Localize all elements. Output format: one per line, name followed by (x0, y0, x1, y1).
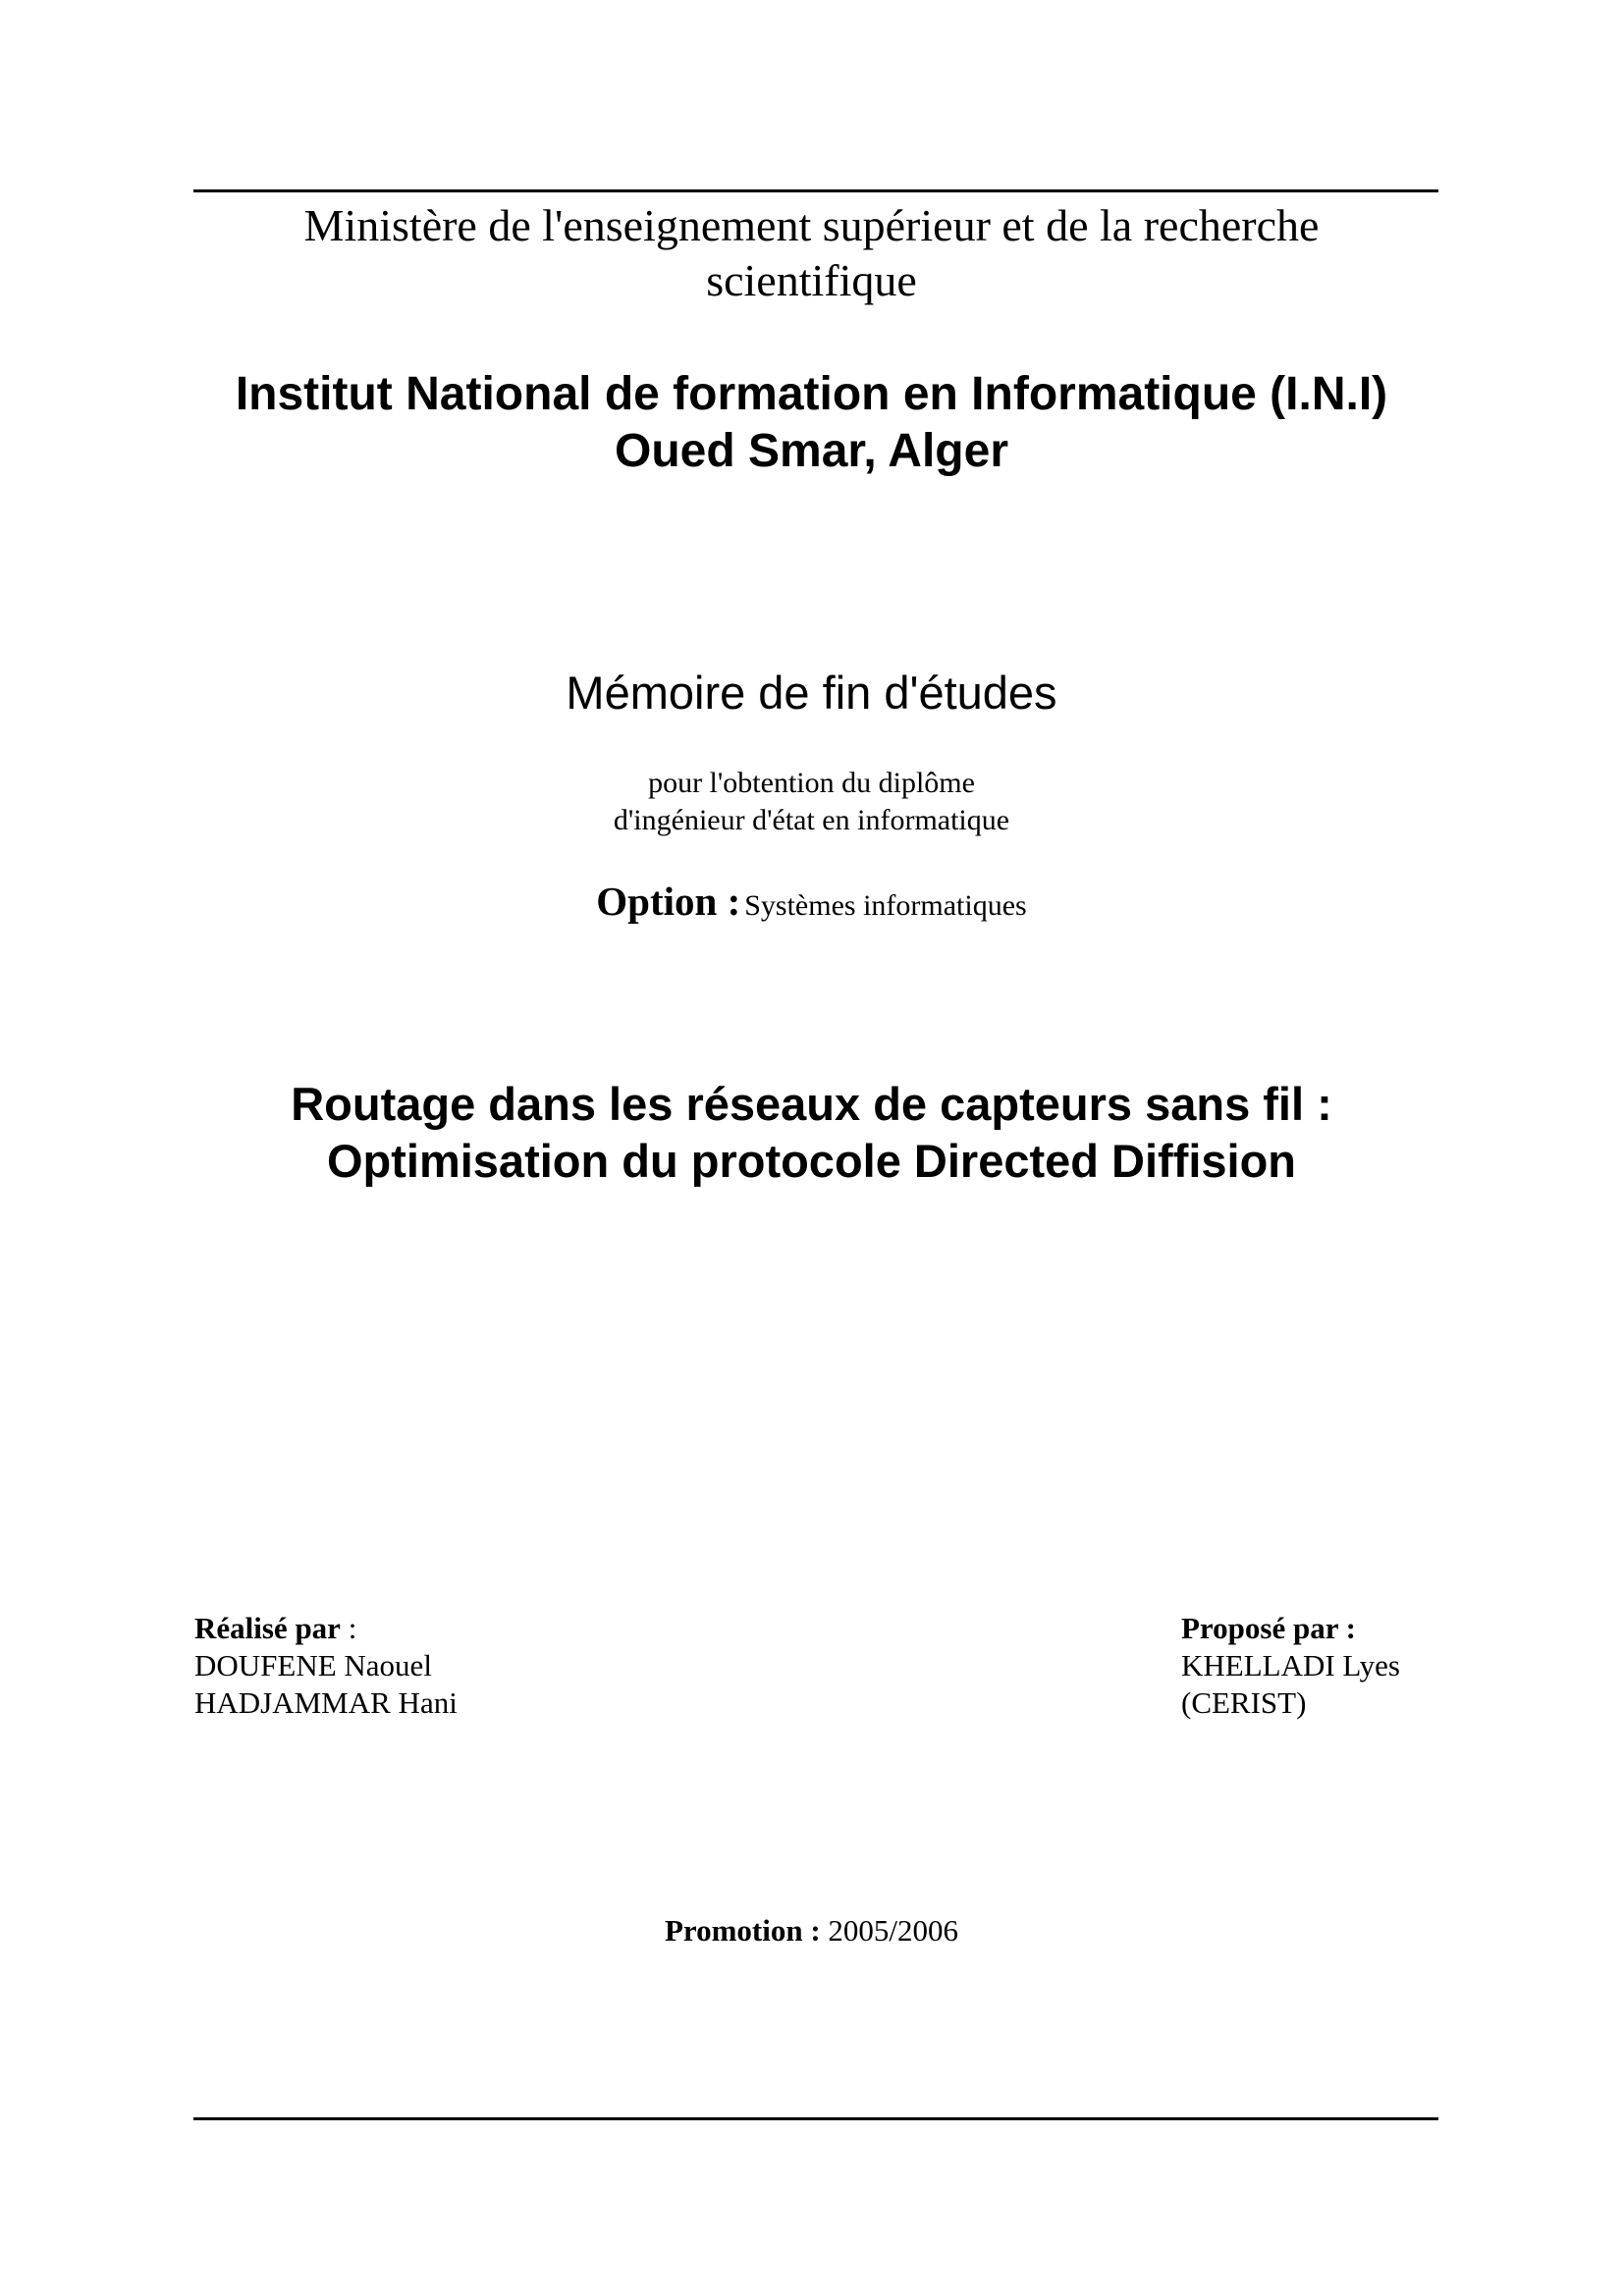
diploma-line-2: d'ingénieur d'état en informatique (613, 804, 1010, 836)
promotion-label: Promotion : (664, 1913, 821, 1948)
option-label: Option : (596, 879, 741, 924)
top-rule (193, 189, 1438, 192)
author-name: HADJAMMAR Hani (194, 1685, 458, 1720)
supervisor-organization: (CERIST) (1181, 1685, 1307, 1720)
bottom-rule (193, 2117, 1438, 2120)
option-value: Systèmes informatiques (744, 889, 1027, 922)
ministry-line-2: scientifique (706, 255, 917, 305)
option-line (147, 876, 1476, 936)
promotion-value: 2005/2006 (828, 1913, 959, 1948)
authors-label-colon: : (340, 1611, 357, 1645)
institute-line-2: Oued Smar, Alger (614, 425, 1008, 477)
authors-label: Réalisé par (194, 1611, 341, 1645)
thesis-title-line-1: Routage dans les réseaux de capteurs sans fil : (291, 1078, 1332, 1130)
diploma-line-1: pour l'obtention du diplôme (648, 767, 975, 799)
thesis-title-line-2: Optimisation du protocole Directed Diffision (326, 1135, 1297, 1187)
supervisor-block (1181, 1610, 1400, 1722)
ministry-heading (147, 198, 1476, 308)
supervisor-label: Proposé par : (1181, 1611, 1356, 1645)
promotion-line (147, 1912, 1476, 1949)
thesis-title (147, 1076, 1476, 1190)
institute-heading (147, 366, 1476, 480)
author-name: DOUFENE Naouel (194, 1648, 432, 1682)
supervisor-name: KHELLADI Lyes (1181, 1648, 1400, 1682)
authors-block (194, 1610, 458, 1722)
ministry-line-1: Ministère de l'enseignement supérieur et de la recherche (303, 200, 1320, 250)
institute-line-1: Institut National de formation en Informatique (I.N.I) (235, 368, 1388, 420)
memoire-title: Mémoire de fin d'études (566, 667, 1057, 719)
diploma-description (147, 765, 1476, 839)
